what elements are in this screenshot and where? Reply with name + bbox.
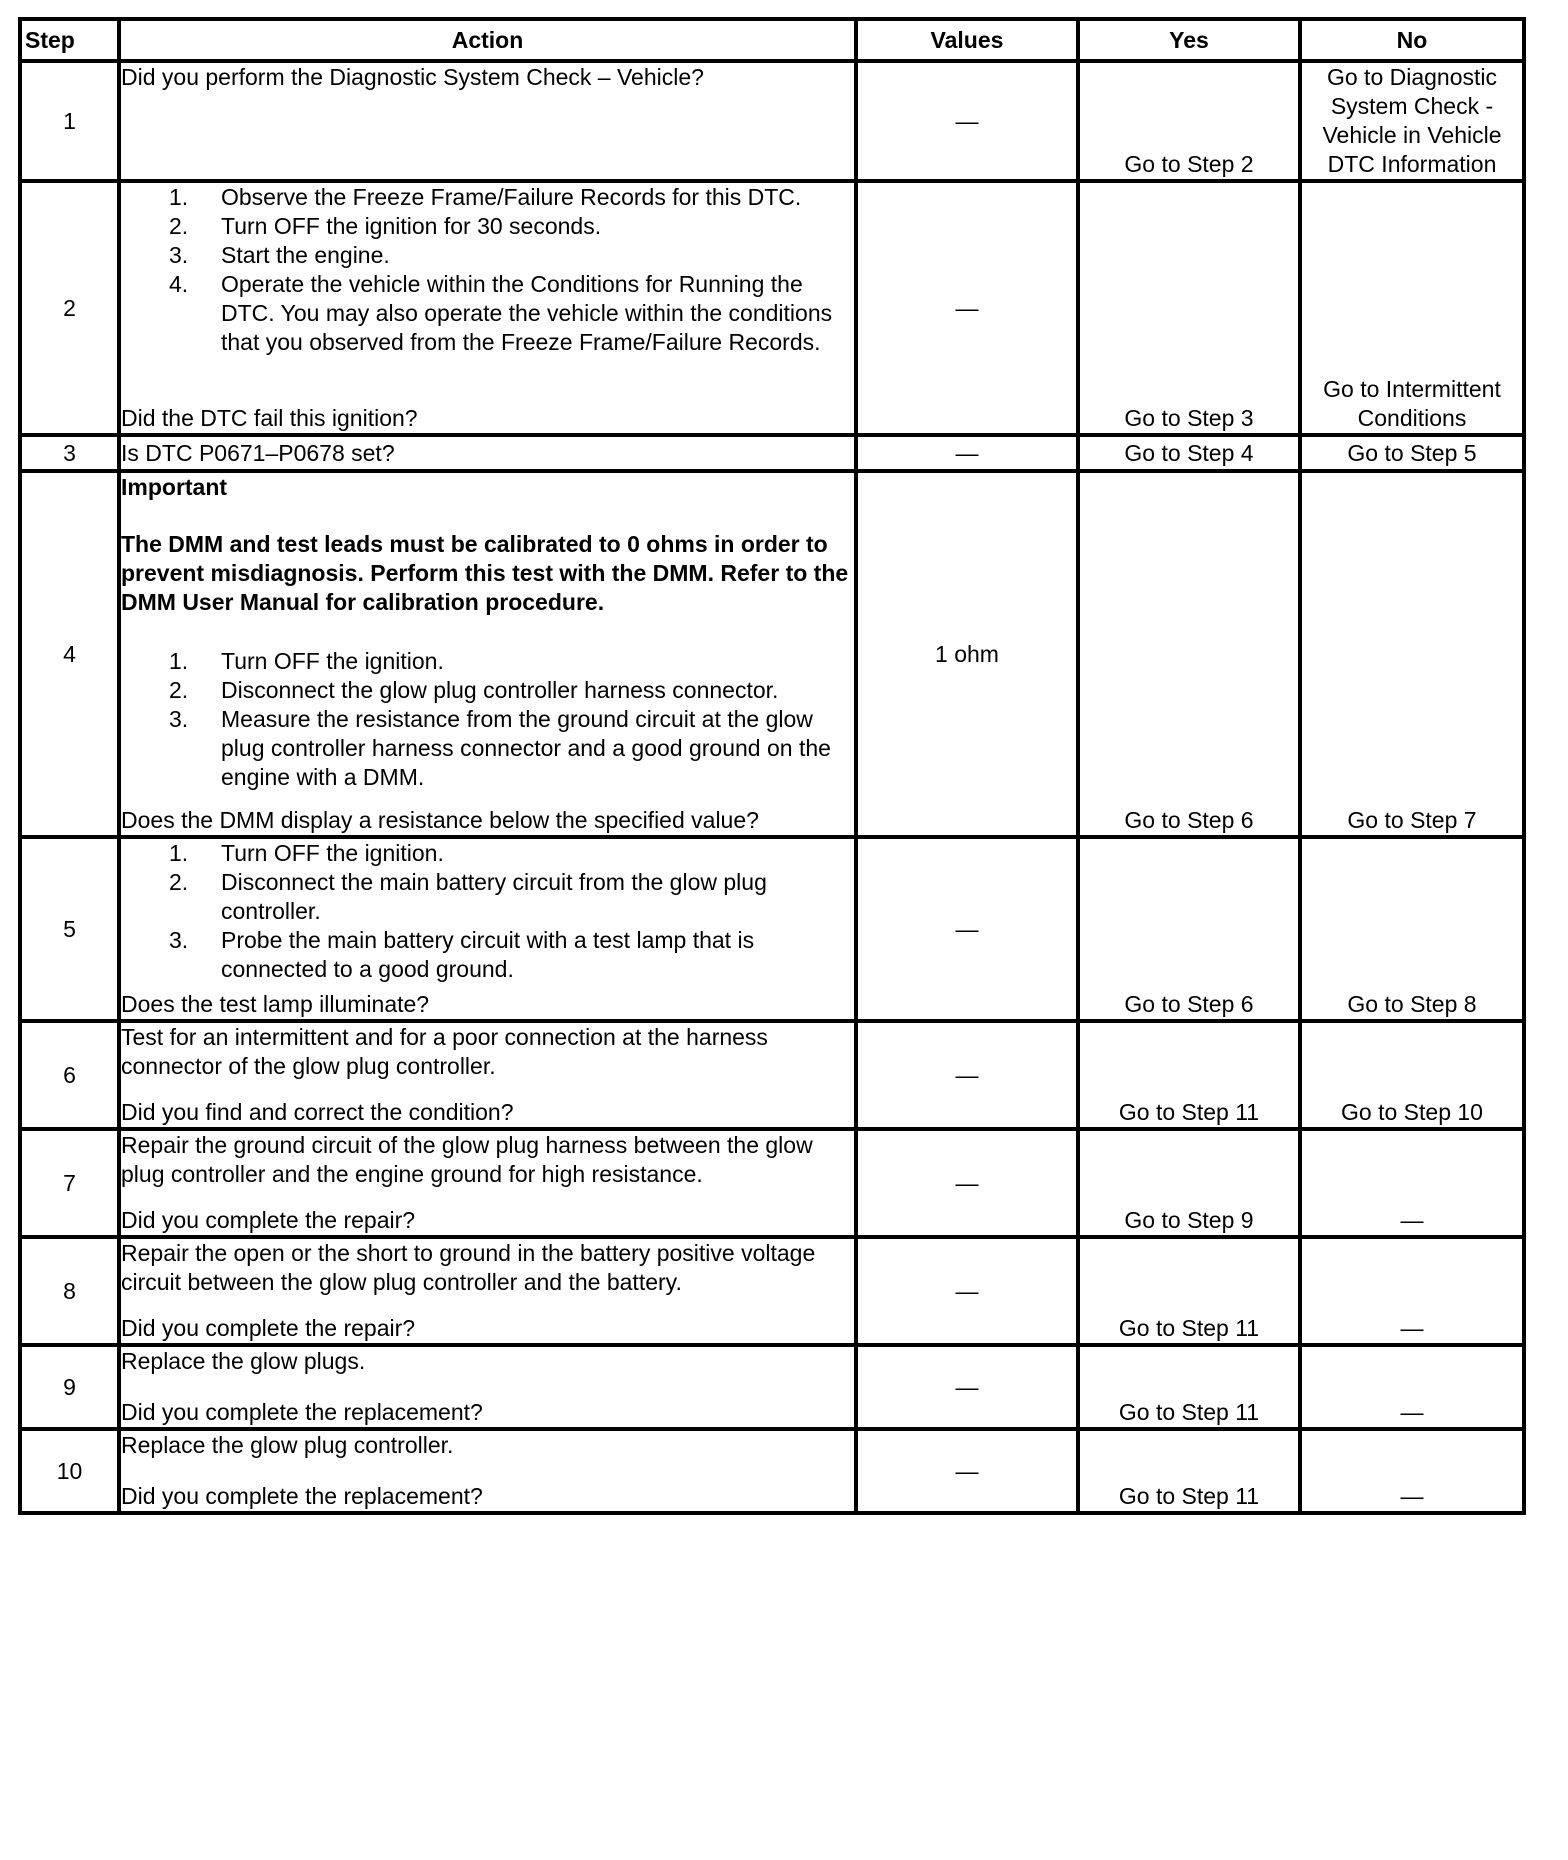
value-cell: —	[856, 1021, 1078, 1129]
action-cell	[119, 1129, 856, 1237]
no-cell: —	[1300, 1429, 1524, 1513]
question-text: Did the DTC fail this ignition?	[121, 405, 418, 431]
table-row	[20, 1129, 1524, 1237]
list-item: 2. Disconnect the main battery circuit from the glow plug controller.	[169, 869, 767, 924]
value-cell: —	[856, 1237, 1078, 1345]
yes-cell: Go to Step 9	[1078, 1129, 1300, 1237]
list-item: 1. Observe the Freeze Frame/Failure Records for this DTC.	[169, 184, 802, 210]
list-item: 4. Operate the vehicle within the Conditions for Running the DTC. You may also operate the vehicle within the conditions that you observed from the Freeze Frame/Failure Records.	[169, 271, 833, 355]
no-cell: —	[1300, 1129, 1524, 1237]
important-note: The DMM and test leads must be calibrated to 0 ohms in order to prevent misdiagnosis. Perform this test with the DMM. Refer to the DMM User Manual for calibration procedure.	[121, 531, 849, 615]
value-cell: —	[856, 61, 1078, 181]
table-row	[20, 471, 1524, 837]
step-number: 6	[20, 1021, 119, 1129]
action-cell	[119, 1429, 856, 1513]
header-row	[20, 19, 1524, 61]
yes-cell: Go to Step 6	[1078, 837, 1300, 1021]
table-row	[20, 435, 1524, 471]
value-cell: —	[856, 181, 1078, 435]
step-number: 9	[20, 1345, 119, 1429]
value-cell: —	[856, 1129, 1078, 1237]
step-number: 5	[20, 837, 119, 1021]
action-text: Test for an intermittent and for a poor connection at the harness connector of the glow plug controller.	[121, 1024, 768, 1079]
action-cell	[119, 61, 856, 181]
step-number: 3	[20, 435, 119, 471]
action-cell	[119, 1021, 856, 1129]
yes-cell: Go to Step 11	[1078, 1429, 1300, 1513]
procedure-list	[121, 647, 854, 792]
table-row	[20, 837, 1524, 1021]
no-cell: —	[1300, 1345, 1524, 1429]
question-text: Did you complete the repair?	[121, 1207, 416, 1233]
question-text: Does the test lamp illuminate?	[121, 991, 430, 1017]
table-row	[20, 61, 1524, 181]
list-item: 2. Turn OFF the ignition for 30 seconds.	[169, 213, 602, 239]
action-text: Repair the ground circuit of the glow plug harness between the glow plug controller and the engine ground for high resistance.	[121, 1132, 813, 1187]
question-text: Did you complete the repair?	[121, 1315, 416, 1341]
question-text: Does the DMM display a resistance below the specified value?	[121, 807, 759, 833]
action-cell	[119, 471, 856, 837]
action-text: Did you perform the Diagnostic System Check – Vehicle?	[121, 64, 704, 90]
yes-cell: Go to Step 3	[1078, 181, 1300, 435]
table-row	[20, 1429, 1524, 1513]
list-item: 1. Turn OFF the ignition.	[169, 648, 444, 674]
no-cell: Go to Diagnostic System Check - Vehicle in Vehicle DTC Information	[1300, 61, 1524, 181]
value-cell: —	[856, 1429, 1078, 1513]
list-item: 1. Turn OFF the ignition.	[169, 840, 444, 866]
action-cell	[119, 1345, 856, 1429]
no-cell: Go to Intermittent Conditions	[1300, 181, 1524, 435]
no-cell: Go to Step 10	[1300, 1021, 1524, 1129]
header-values: Values	[856, 19, 1078, 61]
action-cell	[119, 435, 856, 471]
action-text: Is DTC P0671–P0678 set?	[121, 439, 395, 466]
step-number: 2	[20, 181, 119, 435]
step-number: 8	[20, 1237, 119, 1345]
table-row	[20, 1237, 1524, 1345]
list-item: 3. Measure the resistance from the ground circuit at the glow plug controller harness connector and a good ground on the engine with a DMM.	[169, 706, 831, 790]
table-row	[20, 1345, 1524, 1429]
table-row	[20, 181, 1524, 435]
procedure-list	[121, 183, 854, 357]
action-cell	[119, 837, 856, 1021]
step-number: 4	[20, 471, 119, 837]
yes-cell: Go to Step 4	[1078, 435, 1300, 471]
yes-cell: Go to Step 6	[1078, 471, 1300, 837]
action-cell	[119, 1237, 856, 1345]
no-cell: Go to Step 5	[1300, 435, 1524, 471]
header-step: Step	[20, 19, 119, 61]
list-item: 3. Start the engine.	[169, 242, 390, 268]
value-cell: —	[856, 435, 1078, 471]
no-cell: Go to Step 7	[1300, 471, 1524, 837]
yes-cell: Go to Step 11	[1078, 1345, 1300, 1429]
question-text: Did you complete the replacement?	[121, 1483, 483, 1509]
action-text: Repair the open or the short to ground in the battery positive voltage circuit between the glow plug controller and the battery.	[121, 1240, 816, 1295]
yes-cell: Go to Step 2	[1078, 61, 1300, 181]
step-number: 10	[20, 1429, 119, 1513]
action-text: Replace the glow plugs.	[121, 1348, 366, 1374]
question-text: Did you complete the replacement?	[121, 1399, 483, 1425]
question-text: Did you find and correct the condition?	[121, 1099, 514, 1125]
action-cell	[119, 181, 856, 435]
yes-cell: Go to Step 11	[1078, 1021, 1300, 1129]
list-item: 2. Disconnect the glow plug controller harness connector.	[169, 677, 779, 703]
procedure-list	[121, 839, 854, 984]
step-number: 1	[20, 61, 119, 181]
step-number: 7	[20, 1129, 119, 1237]
table-row	[20, 1021, 1524, 1129]
value-cell: 1 ohm	[856, 471, 1078, 837]
yes-cell: Go to Step 11	[1078, 1237, 1300, 1345]
value-cell: —	[856, 837, 1078, 1021]
diagnostic-table	[18, 17, 1526, 1515]
important-title: Important	[121, 474, 228, 500]
value-cell: —	[856, 1345, 1078, 1429]
list-item: 3. Probe the main battery circuit with a test lamp that is connected to a good ground.	[169, 927, 755, 982]
no-cell: —	[1300, 1237, 1524, 1345]
header-action: Action	[119, 19, 856, 61]
action-text: Replace the glow plug controller.	[121, 1432, 454, 1458]
header-yes: Yes	[1078, 19, 1300, 61]
header-no: No	[1300, 19, 1524, 61]
no-cell: Go to Step 8	[1300, 837, 1524, 1021]
